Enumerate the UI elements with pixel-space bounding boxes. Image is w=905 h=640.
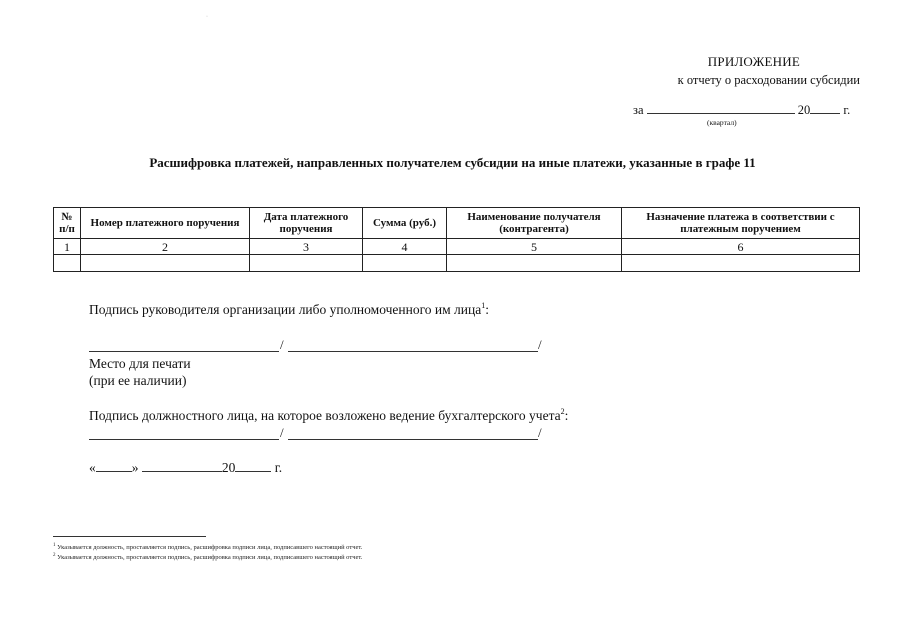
column-header-amount: Сумма (руб.) — [363, 208, 447, 239]
date-suffix: г. — [274, 460, 283, 475]
column-number-row — [54, 239, 860, 255]
footnote-rule — [53, 536, 206, 537]
table-row — [54, 255, 860, 272]
footnote-text: Указывается должность, проставляется подпись, расшифровка подписи лица, подписавшего настоящий отчет. — [57, 544, 363, 551]
head-name-field[interactable] — [288, 351, 538, 352]
separator-slash: / — [538, 337, 542, 352]
separator-slash: / — [280, 337, 284, 352]
head-signature-label — [89, 301, 489, 318]
column-header-recipient: Наименование получателя (контрагента) — [447, 208, 622, 239]
colon: : — [485, 302, 489, 317]
period-line — [633, 101, 850, 118]
head-signature-field[interactable] — [89, 351, 279, 352]
table-cell[interactable] — [447, 255, 622, 272]
stamp-place-note: (при ее наличии) — [89, 373, 187, 388]
colon: : — [564, 408, 569, 423]
footnote-ref-1: 1 — [481, 301, 486, 310]
table-cell[interactable] — [622, 255, 860, 272]
year-field[interactable] — [810, 101, 840, 114]
separator-slash: / — [280, 425, 284, 440]
footnote-ref-2: 2 — [560, 407, 565, 416]
column-number: 6 — [622, 239, 860, 255]
table-cell[interactable] — [250, 255, 363, 272]
month-field[interactable] — [142, 458, 222, 472]
column-number: 2 — [81, 239, 250, 255]
accountant-signature-field[interactable] — [89, 439, 279, 440]
signature-date-line — [89, 458, 282, 476]
period-hint: (квартал) — [707, 118, 737, 127]
table-cell[interactable] — [363, 255, 447, 272]
period-suffix: г. — [843, 103, 851, 117]
scan-speck: · — [206, 14, 208, 20]
footnote-1 — [53, 543, 362, 551]
payments-table — [53, 207, 860, 272]
column-header-order-date: Дата платежного поручения — [250, 208, 363, 239]
table-header-row — [54, 208, 860, 239]
accountant-signature-label — [89, 407, 568, 424]
stamp-place-label: Место для печати — [89, 356, 191, 371]
table-cell[interactable] — [54, 255, 81, 272]
head-signature-text: Подпись руководителя организации либо уполномоченного им лица — [89, 302, 482, 317]
column-header-number: № п/п — [54, 208, 81, 239]
footnote-text: Указывается должность, проставляется подпись, расшифровка подписи лица, подписавшего настоящий отчет. — [57, 554, 363, 561]
footnote-mark: 2 — [53, 553, 56, 558]
open-quote: « — [89, 460, 96, 475]
period-year-prefix: 20 — [797, 103, 811, 117]
column-number: 3 — [250, 239, 363, 255]
day-field[interactable] — [96, 458, 132, 472]
column-number: 5 — [447, 239, 622, 255]
appendix-title: ПРИЛОЖЕНИЕ — [707, 54, 800, 69]
close-quote: » — [131, 460, 139, 475]
table-cell[interactable] — [81, 255, 250, 272]
separator-slash: / — [538, 425, 542, 440]
document-title: Расшифровка платежей, направленных получателем субсидии на иные платежи, указанные в графе 11 — [149, 155, 756, 170]
footnote-mark: 1 — [53, 543, 56, 548]
column-number: 4 — [363, 239, 447, 255]
accountant-name-field[interactable] — [288, 439, 538, 440]
appendix-subtitle: к отчету о расходовании субсидии — [677, 73, 860, 87]
footnote-2 — [53, 553, 362, 561]
quarter-field[interactable] — [647, 101, 795, 114]
column-header-purpose: Назначение платежа в соответствии с платежным поручением — [622, 208, 860, 239]
column-number: 1 — [54, 239, 81, 255]
period-prefix: за — [633, 103, 644, 117]
date-year-prefix: 20 — [221, 460, 236, 475]
accountant-signature-text: Подпись должностного лица, на которое возложено ведение бухгалтерского учета — [89, 408, 561, 423]
date-year-field[interactable] — [235, 458, 271, 472]
column-header-order-number: Номер платежного поручения — [81, 208, 250, 239]
